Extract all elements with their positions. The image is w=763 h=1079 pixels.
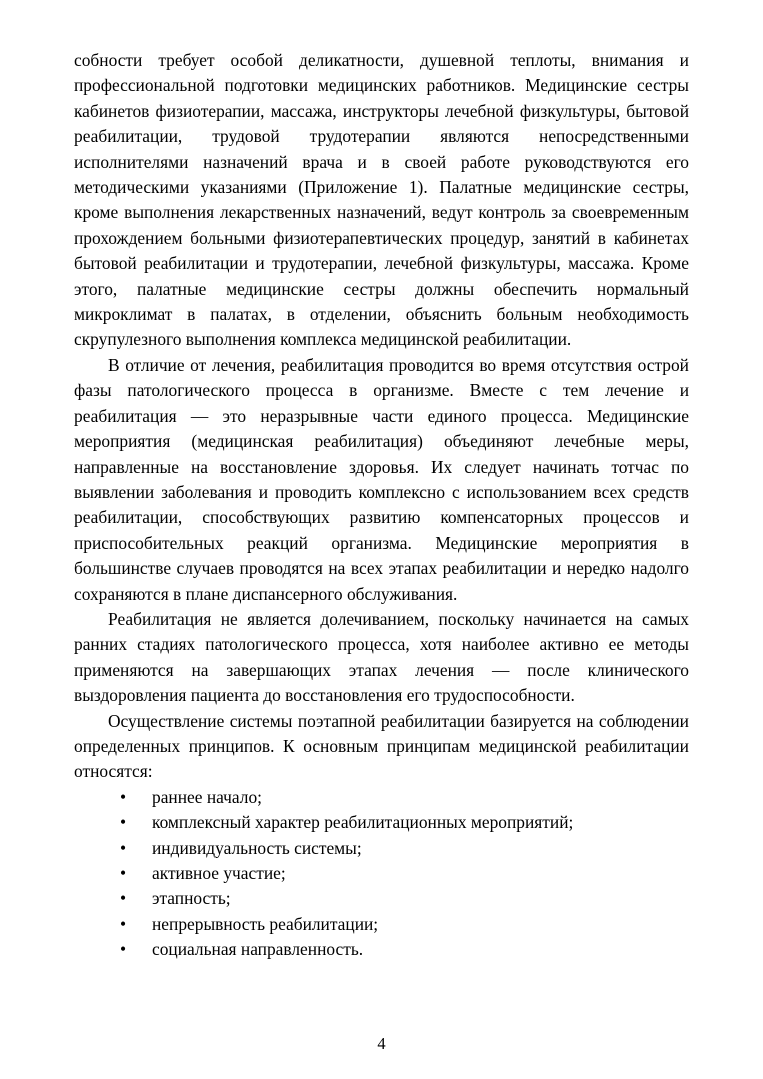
bullet-icon: • xyxy=(120,888,127,909)
list-item xyxy=(74,785,689,810)
page-body xyxy=(74,48,689,963)
bullet-icon: • xyxy=(120,939,127,960)
list-item xyxy=(74,810,689,835)
list-item-label: этапность; xyxy=(152,888,231,909)
page-number: 4 xyxy=(377,1034,386,1053)
list-item xyxy=(74,937,689,962)
list-item-label: активное участие; xyxy=(152,863,286,883)
paragraph-3: Реабилитация не является долечиванием, поскольку начинается на самых ранних стадиях патологического процесса, хотя наиболее активно ее методы применяются на завершающих этапах лечения — после клинического выздоровления пациента до восстановления его трудоспособности. xyxy=(74,608,689,706)
bullet-icon: • xyxy=(120,913,127,934)
bullet-icon: • xyxy=(120,837,127,858)
list-item-label: индивидуальность системы; xyxy=(152,837,362,858)
list-item-label: непрерывность реабилитации; xyxy=(152,913,379,934)
list-item-label: комплексный характер реабилитационных мероприятий; xyxy=(152,812,574,833)
bullet-icon: • xyxy=(120,812,127,833)
bullet-icon: • xyxy=(120,863,127,883)
list-item-label: социальная направленность. xyxy=(152,939,364,960)
paragraph-1: собности требует особой деликатности, душевной теплоты, внимания и профессиональной подготовки медицинских работников. Медицинские сестры кабинетов физиотерапии, массажа, инструкторы лечебной физкультуры, бытовой реабилитации, трудовой трудотерапии являются непосредственными исполнителями назначений врача и в своей работе руководствуются его методическими указаниями (Приложение 1). Палатные медицинские сестры, кроме выполнения лекарственных назначений, ведут контроль за своевременным прохождением больными физиотерапевтических процедур, занятий в кабинетах бытовой реабилитации и трудотерапии, лечебной физкультуры, массажа. Кроме этого, палатные медицинские сестры должны обеспечить нормальный микроклимат в палатах, в отделении, объяснить больным необходимость скрупулезного выполнения комплекса медицинской реабилитации. xyxy=(74,50,689,350)
principles-list xyxy=(74,785,689,963)
list-item xyxy=(74,861,689,886)
bullet-icon: • xyxy=(120,786,127,807)
list-item xyxy=(74,886,689,911)
list-item xyxy=(74,912,689,937)
paragraph-4: Осуществление системы поэтапной реабилитации базируется на соблюдении определенных принципов. К основным принципам медицинской реабилитации относятся: xyxy=(74,710,689,782)
paragraph-2: В отличие от лечения, реабилитация проводится во время отсутствия острой фазы патологического процесса в организме. Вместе с тем лечение и реабилитация — это неразрывные части единого процесса. Медицинские мероприятия (медицинская реабилитация) объединяют лечебные меры, направленные на восстановление здоровья. Их следует начинать тотчас по выявлении заболевания и проводить комплексно с использованием всех средств реабилитации, способствующих развитию компенсаторных процессов и приспособительных реакций организма. Медицинские мероприятия в большинстве случаев проводятся на всех этапах реабилитации и нередко надолго сохраняются в плане диспансерного обслуживания. xyxy=(74,354,689,604)
list-item-label: раннее начало; xyxy=(152,786,262,807)
list-item xyxy=(74,836,689,861)
